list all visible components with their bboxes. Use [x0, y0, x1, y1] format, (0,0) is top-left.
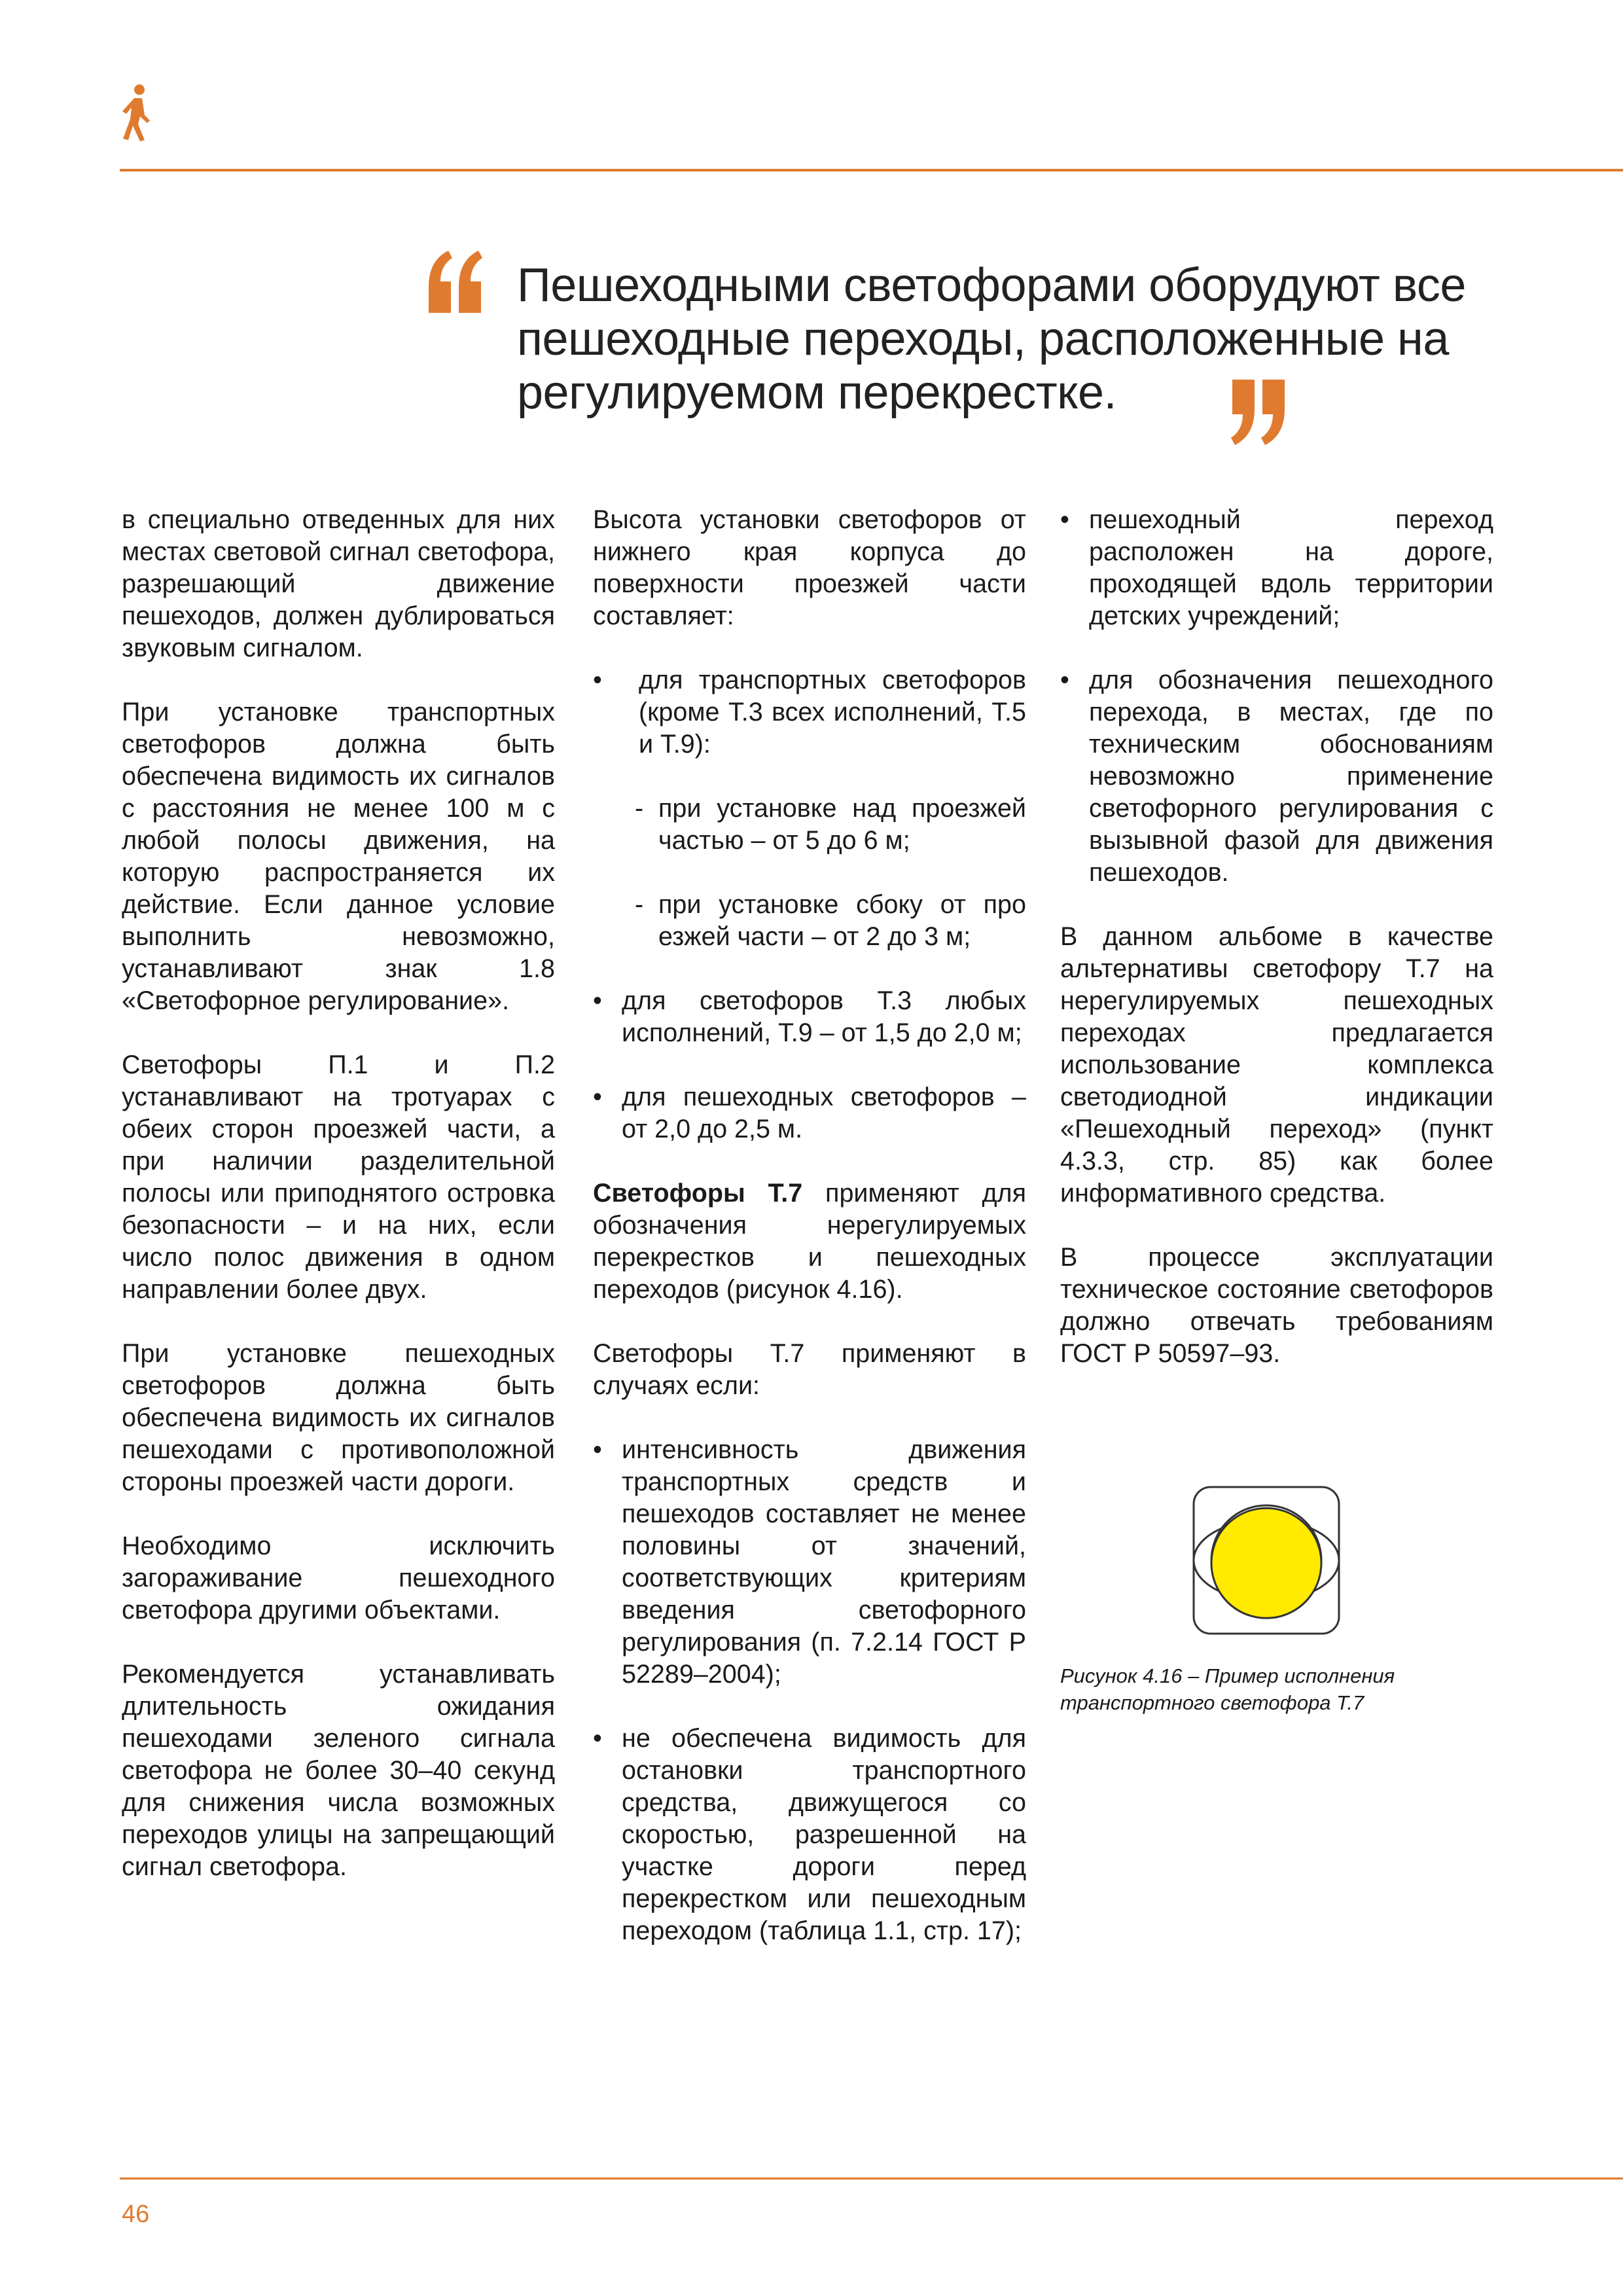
header-rule [120, 169, 1623, 171]
dash-icon: - [635, 890, 644, 919]
list-item [1060, 504, 1493, 632]
bullet-icon: • [593, 1435, 602, 1464]
sub-list-item [593, 793, 1026, 857]
bullet-icon: • [593, 1083, 602, 1111]
list-item-text: при установке сбоку от про езжей части – от 2 до 3 м; [658, 890, 1026, 951]
dash-icon: - [635, 794, 644, 823]
paragraph: Необходимо исключить загораживание пешеходного светофора другими объектами. [122, 1532, 555, 1624]
bullet-icon: • [593, 666, 602, 694]
pull-quote: Пешеходными светофорами оборудуют все пешеходные переходы, расположенные на регулируемом перекрестке. [517, 259, 1466, 419]
list-item [1060, 664, 1493, 889]
list-item-text: при установке над проезжей частью – от 5 до 6 м; [658, 794, 1026, 855]
bullet-icon: • [1060, 666, 1069, 694]
list-item-text: не обеспечена видимость для остановки транспортного средства, движущегося со скоростью, разрешенной на участке дороги перед перекрестком или пешеходным переходом (таблица 1.1, стр. 17); [622, 1724, 1026, 1945]
bold-term: Светофоры Т.7 [593, 1179, 803, 1208]
list-item [593, 1723, 1026, 1947]
paragraph: В данном альбоме в качестве альтернативы светофору Т.7 на нерегулируемых пешеходных переходах предлагается использование комплекса светодиодной индикации «Пешеходный переход» (пункт 4.3.3, стр. 85) как более информативного средства. [1060, 922, 1493, 1208]
column-1 [122, 504, 555, 1915]
signal-light [1211, 1508, 1321, 1618]
footer-rule [120, 2178, 1623, 2179]
paragraph [593, 1177, 1026, 1306]
list-item-text: пешеходный переход расположен на дороге, проходящей вдоль территории детских учреждений; [1089, 505, 1493, 630]
paragraph: Светофоры П.1 и П.2 устанавливают на тротуарах с обеих сторон проезжей части, а при наличии разделительной полосы или приподнятого островка безопасности – и на них, если число полос движения в одном направлении более двух. [122, 1050, 555, 1304]
paragraph: в специально отведенных для них местах световой сигнал светофора, разрешающий движение пешеходов, должен дублироваться звуковым сигналом. [122, 505, 555, 662]
paragraph: При установке пешеходных светофоров должна быть обеспечена видимость их сигналов пешеходами с противоположной стороны проезжей части дороги. [122, 1339, 555, 1496]
paragraph: Рекомендуется устанавливать длительность ожидания пешеходами зеленого сигнала светофора не более 30–40 секунд для снижения числа возможных переходов улицы на запрещающий сигнал светофора. [122, 1660, 555, 1881]
list-item-text: для светофоров Т.3 любых исполнений, Т.9 – от 1,5 до 2,0 м; [622, 986, 1026, 1047]
bullet-icon: • [593, 1724, 602, 1753]
column-3 [1060, 504, 1493, 1402]
list-item [593, 664, 1026, 761]
bullet-icon: • [1060, 505, 1069, 534]
paragraph: Высота установки светофоров от нижнего края корпуса до поверхности проезжей части составляет: [593, 505, 1026, 630]
list-item-text: для транспортных светофоров (кроме Т.3 всех исполнений, Т.5 и Т.9): [639, 666, 1026, 759]
closing-quote-icon [1226, 376, 1291, 448]
figure-caption: Рисунок 4.16 – Пример исполнения транспортного светофора Т.7 [1060, 1664, 1395, 1714]
bullet-icon: • [593, 986, 602, 1015]
list-item-text: интенсивность движения транспортных средств и пешеходов составляет не менее половины от значений, соответствующих критериям введения светофорного регулирования (п. 7.2.14 ГОСТ Р 52289–2004); [622, 1435, 1026, 1689]
list-item-text: для обозначения пешеходного перехода, в местах, где по техническим обоснованиям невозможно применение светофорного регулирования с вызывной фазой для движения пешеходов. [1089, 666, 1493, 887]
paragraph-text: применяют для обозначения нерегулируемых перекрестков и пешеходных переходов (рисунок 4.16). [593, 1179, 1026, 1304]
page-number: 46 [122, 2200, 150, 2228]
list-item [593, 1434, 1026, 1691]
sub-list-item [593, 889, 1026, 953]
column-2 [593, 504, 1026, 1979]
traffic-light-t7-icon [1191, 1484, 1342, 1636]
paragraph: В процессе эксплуатации техническое состояние светофоров должно отвечать требованиям ГОСТ Р 50597–93. [1060, 1243, 1493, 1368]
pedestrian-icon [120, 84, 152, 143]
list-item-text: для пешеходных светофоров – от 2,0 до 2,5 м. [622, 1083, 1026, 1143]
list-item [593, 1081, 1026, 1145]
paragraph: Светофоры Т.7 применяют в случаях если: [593, 1339, 1026, 1400]
list-item [593, 985, 1026, 1049]
paragraph: При установке транспортных светофоров должна быть обеспечена видимость их сигналов с расстояния не менее 100 м с любой полосы движения, на которую распространяется их действие. Если данное условие выполнить невозможно, устанавливают знак 1.8 «Светофорное регулирование». [122, 698, 555, 1015]
opening-quote-icon [422, 247, 488, 319]
